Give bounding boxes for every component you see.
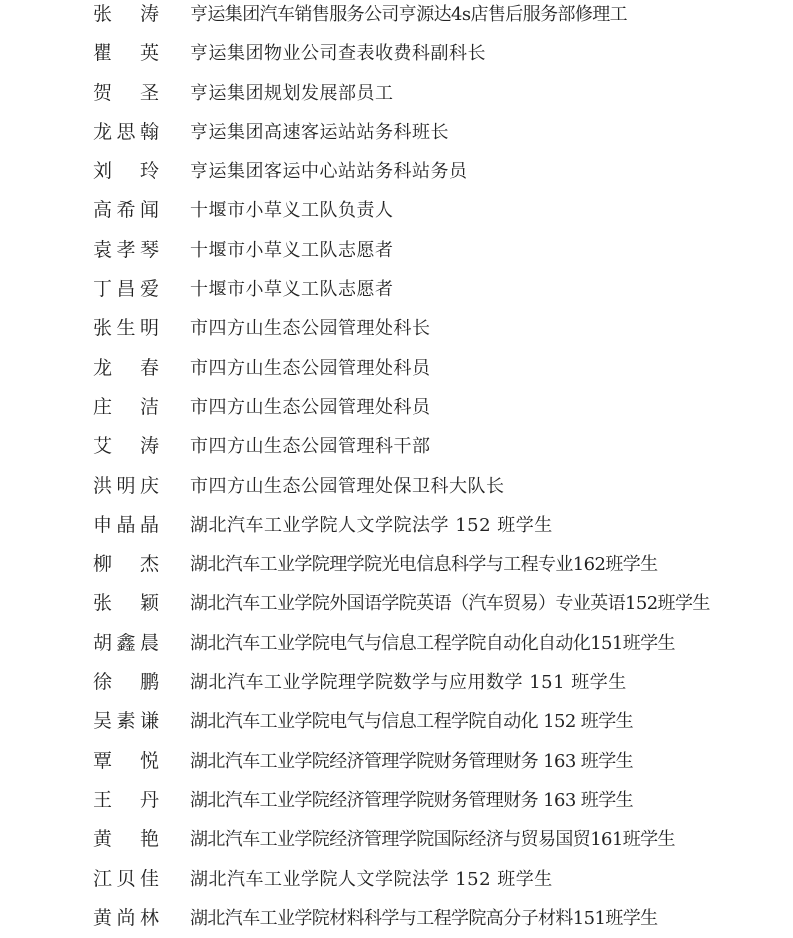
list-item bbox=[0, 702, 793, 741]
person-affiliation: 湖北汽车工业学院外国语学院英语（汽车贸易）专业英语152班学生 bbox=[190, 593, 710, 615]
person-name: 徐鹏 bbox=[93, 671, 159, 694]
person-name: 覃悦 bbox=[93, 749, 159, 772]
person-name: 黄艳 bbox=[93, 828, 159, 851]
person-name: 王丹 bbox=[93, 788, 159, 811]
list-item bbox=[0, 663, 793, 702]
list-item bbox=[0, 427, 793, 466]
person-affiliation: 湖北汽车工业学院经济管理学院财务管理财务 163 班学生 bbox=[190, 789, 633, 811]
list-item bbox=[0, 467, 793, 506]
list-item bbox=[0, 113, 793, 152]
person-name: 龙春 bbox=[93, 356, 159, 379]
list-item bbox=[0, 545, 793, 584]
person-affiliation: 湖北汽车工业学院人文学院法学 152 班学生 bbox=[190, 514, 553, 536]
list-item bbox=[0, 899, 793, 938]
person-affiliation: 湖北汽车工业学院电气与信息工程学院自动化自动化151班学生 bbox=[190, 632, 675, 654]
person-affiliation: 湖北汽车工业学院电气与信息工程学院自动化 152 班学生 bbox=[190, 711, 633, 733]
person-name: 张颖 bbox=[93, 592, 159, 615]
list-item bbox=[0, 742, 793, 781]
person-name: 袁孝琴 bbox=[93, 238, 159, 261]
person-affiliation: 湖北汽车工业学院经济管理学院财务管理财务 163 班学生 bbox=[190, 750, 633, 772]
person-affiliation: 亨运集团客运中心站站务科站务员 bbox=[190, 161, 468, 183]
person-affiliation: 十堰市小草义工队负责人 bbox=[190, 200, 394, 222]
list-item bbox=[0, 191, 793, 230]
person-name: 胡鑫晨 bbox=[93, 631, 159, 654]
person-affiliation: 十堰市小草义工队志愿者 bbox=[190, 239, 394, 261]
person-name: 申晶晶 bbox=[93, 513, 159, 536]
person-affiliation: 市四方山生态公园管理处科长 bbox=[190, 318, 431, 340]
person-name: 刘玲 bbox=[93, 160, 159, 183]
person-affiliation: 市四方山生态公园管理处保卫科大队长 bbox=[190, 475, 505, 497]
person-name: 柳杰 bbox=[93, 553, 159, 576]
list-item bbox=[0, 388, 793, 427]
list-item bbox=[0, 74, 793, 113]
person-affiliation: 市四方山生态公园管理处科员 bbox=[190, 396, 431, 418]
list-item bbox=[0, 506, 793, 545]
list-item bbox=[0, 0, 793, 34]
list-item bbox=[0, 34, 793, 73]
person-name: 江贝佳 bbox=[93, 867, 159, 890]
person-name: 张生明 bbox=[93, 317, 159, 340]
person-affiliation: 亨运集团规划发展部员工 bbox=[190, 82, 394, 104]
list-item bbox=[0, 349, 793, 388]
person-name: 黄尚林 bbox=[93, 906, 159, 929]
list-item bbox=[0, 231, 793, 270]
person-name: 艾涛 bbox=[93, 435, 159, 458]
person-affiliation: 湖北汽车工业学院材料科学与工程学院高分子材料151班学生 bbox=[190, 907, 658, 929]
person-affiliation: 亨运集团汽车销售服务公司亨源达4s店售后服务部修理工 bbox=[190, 4, 628, 25]
person-name: 洪明庆 bbox=[93, 474, 159, 497]
person-name: 高希闻 bbox=[93, 199, 159, 222]
person-affiliation: 市四方山生态公园管理处科员 bbox=[190, 357, 431, 379]
list-item bbox=[0, 309, 793, 348]
person-name: 贺圣 bbox=[93, 81, 159, 104]
list-item bbox=[0, 584, 793, 623]
list-item bbox=[0, 152, 793, 191]
person-name: 瞿英 bbox=[93, 42, 159, 65]
person-affiliation: 湖北汽车工业学院理学院光电信息科学与工程专业162班学生 bbox=[190, 554, 658, 576]
list-item bbox=[0, 270, 793, 309]
person-affiliation: 湖北汽车工业学院理学院数学与应用数学 151 班学生 bbox=[190, 672, 627, 694]
list-item bbox=[0, 781, 793, 820]
person-name: 丁昌爱 bbox=[93, 278, 159, 301]
list-item bbox=[0, 860, 793, 899]
person-name: 龙思翰 bbox=[93, 120, 159, 143]
person-affiliation: 十堰市小草义工队志愿者 bbox=[190, 279, 394, 301]
person-name: 吴素谦 bbox=[93, 710, 159, 733]
person-affiliation: 湖北汽车工业学院人文学院法学 152 班学生 bbox=[190, 868, 553, 890]
person-affiliation: 市四方山生态公园管理科干部 bbox=[190, 436, 431, 458]
person-affiliation: 亨运集团物业公司查表收费科副科长 bbox=[190, 43, 486, 65]
person-affiliation: 湖北汽车工业学院经济管理学院国际经济与贸易国贸161班学生 bbox=[190, 829, 675, 851]
person-name: 张涛 bbox=[93, 3, 159, 25]
person-name: 庄洁 bbox=[93, 395, 159, 418]
list-item bbox=[0, 820, 793, 859]
list-item bbox=[0, 624, 793, 663]
person-affiliation: 亨运集团高速客运站站务科班长 bbox=[190, 121, 449, 143]
